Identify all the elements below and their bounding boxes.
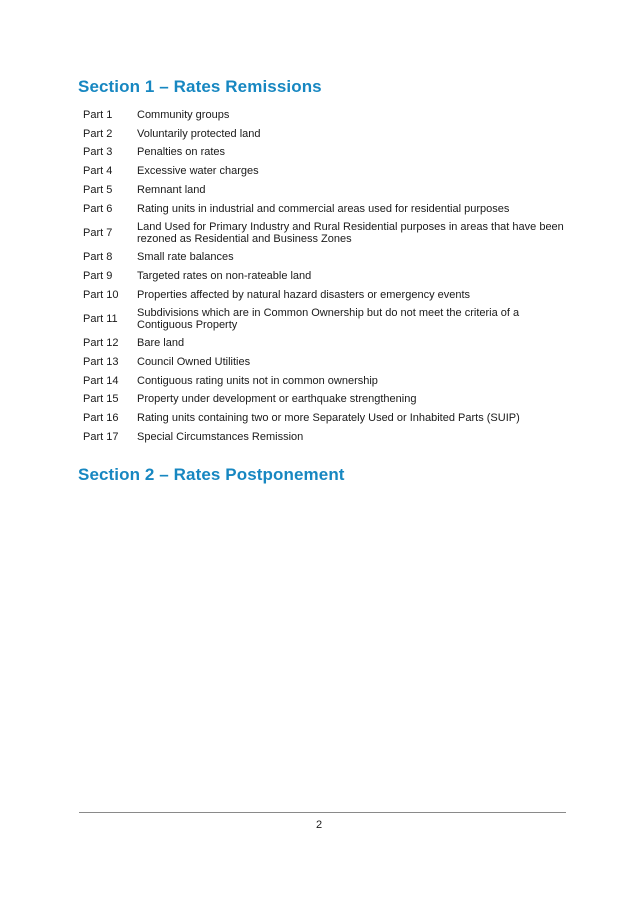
part-number: Part 8 [83,251,113,264]
list-item [83,286,573,305]
part-description: Contiguous rating units not in common ownership [137,374,378,387]
list-item [83,125,573,144]
section-2-heading: Section 2 – Rates Postponement [78,465,345,484]
list-item [83,106,573,125]
list-item [83,428,573,447]
list-item [83,248,573,267]
part-number: Part 12 [83,337,119,350]
part-description: Bare land [137,337,185,350]
list-item [83,372,573,391]
part-number: Part 6 [83,202,113,215]
part-number: Part 9 [83,269,113,282]
part-number: Part 7 [83,226,113,239]
list-item [83,267,573,286]
page-number: 2 [315,819,323,831]
part-number: Part 11 [83,312,118,325]
part-description: Penalties on rates [137,146,226,159]
part-description: Community groups [137,109,230,122]
part-description: Subdivisions which are in Common Ownership but do not meet the criteria of a Contiguous Property [137,306,520,332]
part-description: Property under development or earthquake strengthening [137,393,417,406]
list-item [83,143,573,162]
part-description: Small rate balances [137,251,234,264]
part-description: Rating units containing two or more Separately Used or Inhabited Parts (SUIP) [137,412,520,425]
part-description: Targeted rates on non-rateable land [137,269,312,282]
part-description: Special Circumstances Remission [137,430,304,443]
list-item [83,199,573,218]
list-item [83,334,573,353]
part-number: Part 16 [83,412,119,425]
part-description: Remnant land [137,183,206,196]
part-description: Council Owned Utilities [137,355,251,368]
list-item [83,409,573,428]
list-item [83,181,573,200]
part-number: Part 13 [83,355,119,368]
part-description: Properties affected by natural hazard disasters or emergency events [137,288,471,301]
part-number: Part 4 [83,165,113,178]
list-item [83,162,573,181]
list-item [83,304,573,334]
list-item [83,390,573,409]
part-number: Part 15 [83,393,119,406]
part-number: Part 14 [83,374,119,387]
parts-list [83,106,573,446]
list-item [83,218,573,248]
list-item [83,353,573,372]
part-number: Part 2 [83,127,113,140]
part-number: Part 3 [83,146,113,159]
footer-divider [79,812,566,813]
part-description: Rating units in industrial and commercial areas used for residential purposes [137,202,510,215]
part-description: Excessive water charges [137,165,259,178]
part-number: Part 17 [83,430,119,443]
part-description: Voluntarily protected land [137,127,261,140]
part-number: Part 5 [83,183,113,196]
part-number: Part 10 [83,288,119,301]
part-description: Land Used for Primary Industry and Rural Residential purposes in areas that have been rezoned as Residential and Business Zones [137,220,564,246]
part-number: Part 1 [83,109,113,122]
section-1-heading: Section 1 – Rates Remissions [78,77,322,96]
